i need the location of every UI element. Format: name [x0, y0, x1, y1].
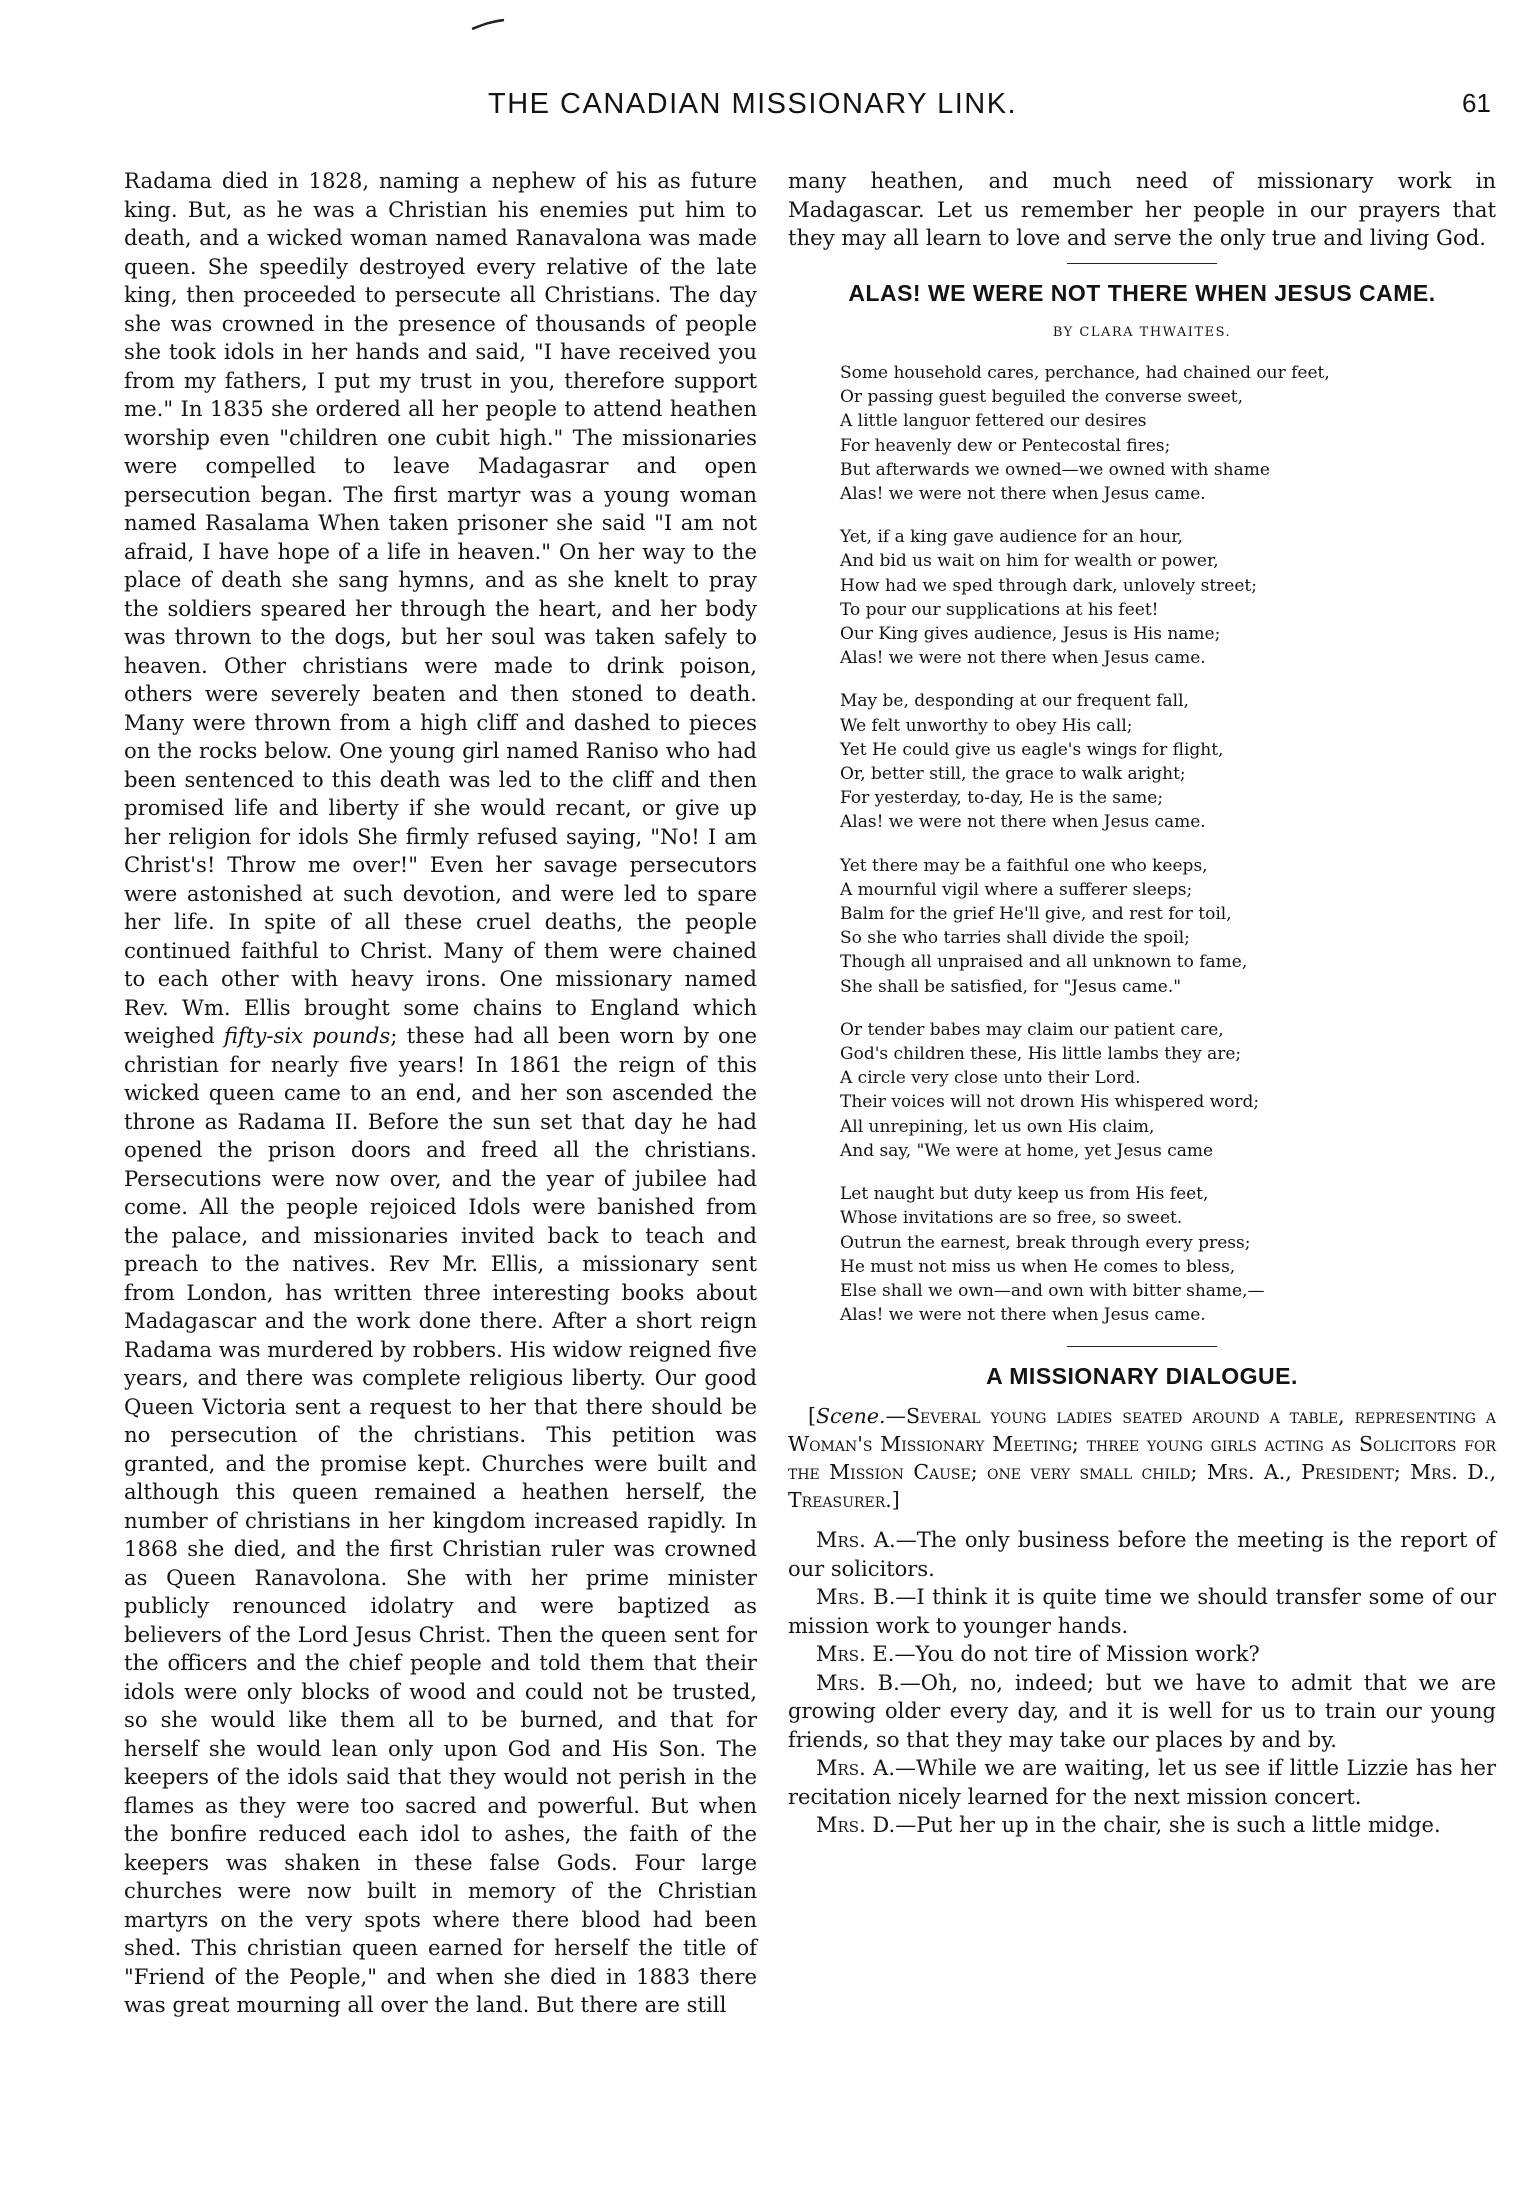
speech-text: —I think it is quite time we should transfer some of our mission work to younger hands. — [788, 1585, 1497, 1638]
poem-line: So she who tarries shall divide the spoil; — [840, 928, 1190, 949]
dialogue-title: A MISSIONARY DIALOGUE. — [986, 1363, 1298, 1390]
divider — [1067, 1346, 1217, 1347]
poem-line: Alas! we were not there when Jesus came. — [840, 1305, 1206, 1326]
continuation-paragraph: many heathen, and much need of missionary work in Madagascar. Let us remember her people in our prayers that they may all learn to love and serve the only true and living God. — [788, 168, 1496, 250]
dialogue-line — [788, 1583, 1496, 1640]
poem-line: Let naught but duty keep us from His feet, — [840, 1184, 1209, 1205]
poem-line: God's children these, His little lambs they are; — [840, 1044, 1242, 1065]
madagascar-history-paragraph — [124, 167, 757, 2020]
poem-line: Some household cares, perchance, had chained our feet, — [840, 363, 1330, 383]
poem-stanza — [840, 689, 1496, 834]
scene-label: Scene. — [816, 1404, 886, 1429]
poem-line: Yet He could give us eagle's wings for flight, — [840, 739, 1224, 760]
poem-line: May be, desponding at our frequent fall, — [840, 691, 1189, 712]
speaker-name: Mrs. D. — [816, 1813, 896, 1838]
poem-line: Else shall we own—and own with bitter shame,— — [840, 1280, 1265, 1301]
speech-text: —Put her up in the chair, she is such a little midge. — [895, 1813, 1441, 1838]
poem-line: Though all unpraised and all unknown to fame, — [840, 952, 1248, 973]
speech-text: —Oh, no, indeed; but we have to admit that we are growing older every day, and it is well for us to train our young friends, so that they may take our places by and by. — [788, 1670, 1496, 1752]
dialogue-line — [788, 1669, 1496, 1755]
poem-line: He must not miss us when He comes to bless, — [840, 1256, 1236, 1277]
poem-byline: BY CLARA THWAITES. — [1052, 324, 1232, 340]
poem-line: But afterwards we owned—we owned with shame — [840, 459, 1270, 480]
page-number: 61 — [1462, 88, 1491, 118]
right-column — [788, 167, 1496, 1840]
poem-title: ALAS! WE WERE NOT THERE WHEN JESUS CAME. — [848, 279, 1436, 306]
speaker-name: Mrs. A. — [816, 1756, 895, 1781]
speech-text: —While we are waiting, let us see if little Lizzie has her recitation nicely learned for the next mission concert. — [788, 1756, 1496, 1809]
poem-line: All unrepining, let us own His claim, — [840, 1116, 1155, 1137]
poem-line: Alas! we were not there when Jesus came. — [840, 812, 1206, 833]
poem-line: Outrun the earnest, break through every press; — [840, 1232, 1251, 1253]
speaker-name: Mrs. B. — [816, 1670, 900, 1695]
poem-line: To pour our supplications at his feet! — [840, 599, 1159, 620]
poem-line: How had we sped through dark, unlovely street; — [840, 575, 1257, 596]
dialogue-lines — [788, 1526, 1496, 1840]
running-header — [0, 88, 1525, 128]
history-text-rest: ; these had all been worn by one christian for nearly five years! In 1861 the reign of this wicked queen came to an end, and her son ascended the throne as Radama II. Before the sun set that day he had opened the prison doors and freed all the christians. Persecutions were now over, and the year of jubilee had come. All the people rejoiced Idols were banished from the palace, and missionaries invited back to teach and preach to the natives. Rev Mr. Ellis, a missionary sent from London, has written three interesting books about Madagascar and the work done there. After a short reign Radama was murdered by robbers. His widow reigned five years, and there was complete religious liberty. Our good Queen Victoria sent a request to her that there should be no persecution of the christians. This petition was granted, and the promise kept. Churches were built and although this queen remained a heathen herself, the number of christians in her kingdom increased rapidly. In 1868 she died, and the first Christian ruler was crowned as Queen Ranavolona. She with her prime minister publicly renounced idolatry and were baptized as believers of the Lord Jesus Christ. Then the queen sent for the officers and the chief people and told them that their idols were only blocks of wood and could not be trusted, so she would like them all to be burned, and that for herself she would lean only upon God and His Son. The keepers of the idols said that they would not perish in the flames as they were too sacred and powerful. But when the bonfire reduced each idol to ashes, the faith of the keepers was shaken in these false Gods. Four large churches were now built in memory of the Christian martyrs on the very spots where there blood had been shed. This christian queen earned for herself the title of "Friend of the People," and when she died in 1883 there was great mourning all over the land. But there are still — [124, 1023, 757, 2017]
poem-stanza — [840, 525, 1496, 670]
poem-stanza — [840, 854, 1496, 999]
poem-line: Our King gives audience, Jesus is His name; — [840, 624, 1221, 645]
poem-line: A circle very close unto their Lord. — [840, 1068, 1141, 1089]
poem-line: Or, better still, the grace to walk aright; — [840, 764, 1186, 785]
dialogue-line — [788, 1526, 1496, 1583]
poem-line: For yesterday, to-day, He is the same; — [840, 788, 1164, 809]
poem-line: Yet there may be a faithful one who keeps, — [840, 855, 1208, 876]
dialogue-line — [788, 1640, 1496, 1669]
scene-direction: [Scene.—Several young ladies seated around a table, representing a Woman's Missionary Meeting; three young girls acting as Solicitors for the Mission Cause; one very small child; Mrs. A., President; Mrs. D., Treasurer.] — [788, 1404, 1496, 1513]
poem-line: Their voices will not drown His whispered word; — [840, 1092, 1260, 1113]
poem-line: A little languor fettered our desires — [840, 411, 1147, 432]
poem-line: Balm for the grief He'll give, and rest for toil, — [840, 904, 1232, 925]
poem-line: A mournful vigil where a sufferer sleeps; — [840, 879, 1193, 900]
speaker-name: Mrs. A. — [816, 1528, 896, 1553]
poem-line: Whose invitations are so free, so sweet. — [840, 1208, 1183, 1229]
left-column — [124, 167, 757, 2020]
speaker-name: Mrs. B. — [816, 1585, 896, 1610]
speech-text: —The only business before the meeting is the report of our solicitors. — [788, 1528, 1497, 1581]
poem-line: She shall be satisfied, for "Jesus came." — [840, 976, 1182, 997]
ink-mark — [470, 18, 506, 32]
divider — [1067, 263, 1217, 264]
poem-line: Yet, if a king gave audience for an hour, — [840, 527, 1183, 548]
journal-title: THE CANADIAN MISSIONARY LINK. — [488, 88, 1018, 120]
poem-body — [840, 361, 1496, 1327]
poem-line: Or tender babes may claim our patient care, — [840, 1019, 1224, 1040]
history-text: Radama died in 1828, naming a nephew of his as future king. But, as he was a Christian his enemies put him to death, and a wicked woman named Ranavalona was made queen. She speedily destroyed every relative of the late king, then proceeded to persecute all Christians. The day she was crowned in the presence of thousands of people she took idols in her hands and said, "I have received you from my fathers, I put my trust in you, therefore support me." In 1835 she ordered all her people to attend heathen worship even "children one cubit high." The missionaries were compelled to leave Madagasrar and open persecution began. The first martyr was a young woman named Rasalama When taken prisoner she said "I am not afraid, I have hope of a life in heaven." On her way to the place of death she sang hymns, and as she knelt to pray the soldiers speared her through the heart, and her body was thrown to the dogs, but her soul was taken safely to heaven. Other christians were made to drink poison, others were severely beaten and then stoned to death. Many were thrown from a high cliff and dashed to pieces on the rocks below. One young girl named Raniso who had been sentenced to this death was led to the cliff and then promised life and liberty if she would recant, or give up her religion for idols She firmly refused saying, "No! I am Christ's! Throw me over!" Even her savage persecutors were astonished at such devotion, and were led to spare her life. In spite of all these cruel deaths, the people continued faithful to Christ. Many of them were chained to each other with heavy irons. One missionary named Rev. Wm. Ellis brought some chains to England which weighed — [124, 168, 757, 1048]
speech-text: —You do not tire of Mission work? — [894, 1642, 1260, 1667]
dialogue-line — [788, 1754, 1496, 1811]
poem-line: Or passing guest beguiled the converse sweet, — [840, 387, 1244, 408]
poem-stanza — [840, 1182, 1496, 1327]
poem-line: For heavenly dew or Pentecostal fires; — [840, 435, 1171, 456]
poem-line: Alas! we were not there when Jesus came. — [840, 648, 1206, 669]
speaker-name: Mrs. E. — [816, 1642, 895, 1667]
poem-line: Alas! we were not there when Jesus came. — [840, 484, 1206, 505]
emphasis-weight: fifty-six pounds — [223, 1023, 391, 1048]
poem-line: We felt unworthy to obey His call; — [840, 715, 1133, 736]
poem-stanza — [840, 1018, 1496, 1163]
poem-line: And say, "We were at home, yet Jesus came — [840, 1140, 1214, 1161]
poem-stanza — [840, 361, 1496, 506]
scene-text: —Several young ladies seated around a table, representing a Woman's Missionary Meeting; three young girls acting as Solicitors for the Mission Cause; one very small child; Mrs. A., President; Mrs. D., Treasurer.] — [788, 1404, 1496, 1513]
dialogue-line — [788, 1811, 1496, 1840]
poem-line: And bid us wait on him for wealth or power, — [840, 551, 1219, 572]
